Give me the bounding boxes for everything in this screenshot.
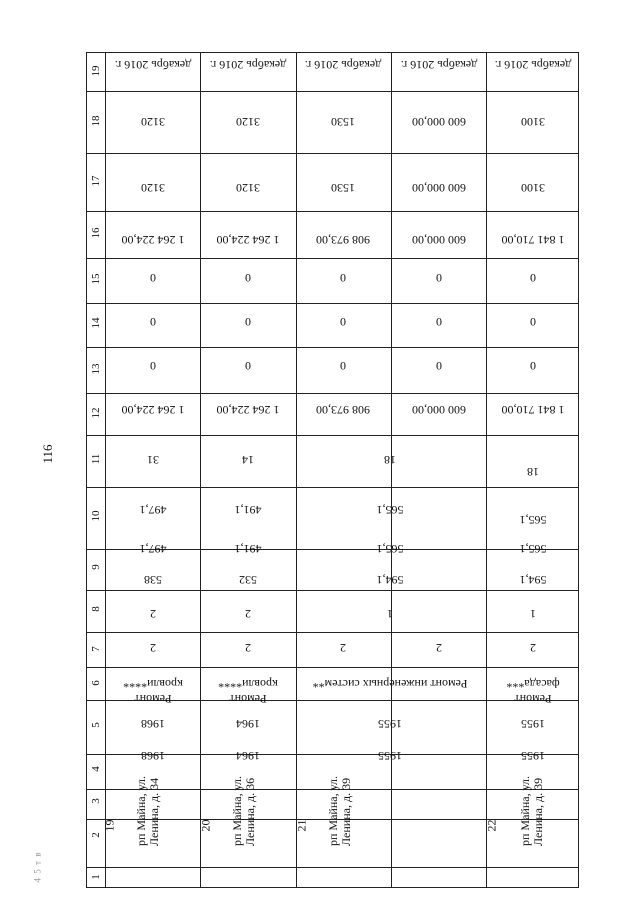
cell-c18: 3120 — [236, 115, 260, 129]
scan-stamp: 4 5 т в — [32, 851, 43, 883]
cell-c8: 532 — [239, 573, 257, 587]
cell-c13: 0 — [436, 359, 442, 373]
cell-c19: декабрь 2016 г. — [400, 58, 478, 72]
col-number: 18 — [90, 115, 102, 127]
cell-c11: 18 — [384, 453, 396, 467]
year-commission: 1968 — [141, 749, 165, 763]
cell-c17: 600 000,00 — [412, 181, 466, 195]
divider — [486, 53, 487, 887]
divider — [87, 303, 578, 304]
year-commission: 1955 — [378, 749, 402, 763]
divider — [87, 393, 578, 394]
cell-c16: 1 841 710,00 — [501, 233, 565, 247]
work-type: Ремонт фасада*** — [506, 677, 560, 706]
divider — [296, 53, 297, 887]
col-number: 3 — [90, 798, 102, 804]
col-number: 2 — [90, 832, 102, 838]
row-number: 19 — [102, 819, 117, 832]
divider — [87, 487, 578, 488]
divider — [200, 53, 201, 887]
col-number: 7 — [90, 646, 102, 652]
cell-c6: 2 — [340, 641, 346, 655]
cell-c7: 1 — [530, 607, 536, 621]
cell-c14: 0 — [436, 315, 442, 329]
cell-c15: 0 — [245, 271, 251, 285]
cell-c10: 497,1 — [139, 503, 167, 517]
divider — [87, 667, 578, 668]
cell-c15: 0 — [436, 271, 442, 285]
cell-c17: 3120 — [141, 181, 165, 195]
cell-c16: 1 264 224,00 — [121, 233, 185, 247]
col-number: 19 — [90, 65, 102, 77]
cell-c17: 3120 — [236, 181, 260, 195]
cell-c12: 1 841 710,00 — [501, 403, 565, 417]
cell-c8: 594,1 — [519, 573, 547, 587]
cell-c10: 565,1 — [376, 503, 404, 517]
divider — [87, 632, 578, 633]
cell-c15: 0 — [150, 271, 156, 285]
cell-c6: 2 — [245, 641, 251, 655]
cell-c7: 2 — [150, 607, 156, 621]
cell-c17: 1530 — [331, 181, 355, 195]
cell-c13: 0 — [150, 359, 156, 373]
cell-c11: 31 — [147, 453, 159, 467]
cell-c16: 1 264 224,00 — [216, 233, 280, 247]
year-commission: 1955 — [521, 749, 545, 763]
row-number: 20 — [198, 819, 213, 832]
divider — [87, 258, 578, 259]
cell-c14: 0 — [530, 315, 536, 329]
col-number: 11 — [90, 453, 102, 465]
col-number: 13 — [90, 363, 102, 375]
cell-c19: декабрь 2016 г. — [114, 58, 192, 72]
row-number: 22 — [484, 819, 499, 832]
col-number: 8 — [90, 606, 102, 612]
col-number: 15 — [90, 273, 102, 285]
row-address: рп Майна, ул. Ленина, д. 34 — [134, 775, 161, 846]
cell-c6: 2 — [436, 641, 442, 655]
cell-c19: декабрь 2016 г. — [494, 58, 572, 72]
cell-c8: 538 — [144, 573, 162, 587]
cell-c12: 1 264 224,00 — [216, 403, 280, 417]
year-commission: 1964 — [236, 749, 260, 763]
year-built: 1955 — [521, 717, 545, 731]
cell-c16: 908 973,00 — [316, 233, 370, 247]
divider — [87, 91, 578, 92]
cell-c14: 0 — [340, 315, 346, 329]
col-number: 5 — [90, 722, 102, 728]
col-number: 16 — [90, 227, 102, 239]
cell-c9: 565,1 — [519, 542, 547, 556]
divider — [87, 153, 578, 154]
cell-c6: 2 — [150, 641, 156, 655]
cell-c11: 14 — [242, 453, 254, 467]
col-number: 9 — [90, 564, 102, 570]
work-type: Ремонт инженерных систем** — [312, 677, 468, 691]
col-number: 1 — [90, 874, 102, 880]
cell-c13: 0 — [530, 359, 536, 373]
cell-c15: 0 — [340, 271, 346, 285]
row-address: рп Майна, ул. Ленина, д. 39 — [518, 775, 545, 846]
divider — [87, 211, 578, 212]
cell-c18: 1530 — [331, 115, 355, 129]
divider — [87, 590, 578, 591]
cell-c14: 0 — [245, 315, 251, 329]
cell-c19: декабрь 2016 г. — [209, 58, 287, 72]
cell-c8: 594,1 — [376, 573, 404, 587]
cell-c12: 600 000,00 — [412, 403, 466, 417]
col-number: 4 — [90, 766, 102, 772]
cell-c13: 0 — [340, 359, 346, 373]
cell-c10: 491,1 — [234, 503, 262, 517]
row-number: 21 — [294, 819, 309, 832]
cell-c12: 908 973,00 — [316, 403, 370, 417]
col-number: 17 — [90, 175, 102, 187]
work-type: Ремонт кровли**** — [218, 677, 278, 706]
col-number: 6 — [90, 680, 102, 686]
divider — [87, 435, 578, 436]
divider — [105, 53, 106, 887]
divider — [87, 867, 578, 868]
cell-c15: 0 — [530, 271, 536, 285]
row-address: рп Майна, ул. Ленина, д. 39 — [326, 775, 353, 846]
cell-c10: 565,1 — [519, 513, 547, 527]
cell-c13: 0 — [245, 359, 251, 373]
cell-c16: 600 000,00 — [412, 233, 466, 247]
cell-c18: 3100 — [521, 115, 545, 129]
cell-c14: 0 — [150, 315, 156, 329]
year-built: 1968 — [141, 717, 165, 731]
divider — [87, 347, 578, 348]
cell-c19: декабрь 2016 г. — [304, 58, 382, 72]
col-number: 12 — [90, 407, 102, 419]
col-number: 10 — [90, 510, 102, 522]
cell-c18: 3120 — [141, 115, 165, 129]
year-built: 1964 — [236, 717, 260, 731]
cell-c17: 3100 — [521, 181, 545, 195]
row-address: рп Майна, ул. Ленина, д. 36 — [230, 775, 257, 846]
cell-c9: 565,1 — [376, 542, 404, 556]
page-number: 116 — [40, 444, 55, 464]
cell-c18: 600 000,00 — [412, 115, 466, 129]
work-type: Ремонт кровли**** — [123, 677, 183, 706]
cell-c9: 491,1 — [234, 542, 262, 556]
col-number: 14 — [90, 317, 102, 329]
cell-c12: 1 264 224,00 — [121, 403, 185, 417]
year-built: 1955 — [378, 717, 402, 731]
cell-c6: 2 — [530, 641, 536, 655]
cell-c7: 1 — [387, 607, 393, 621]
cell-c9: 497,1 — [139, 542, 167, 556]
cell-c7: 2 — [245, 607, 251, 621]
cell-c11: 18 — [527, 465, 539, 479]
